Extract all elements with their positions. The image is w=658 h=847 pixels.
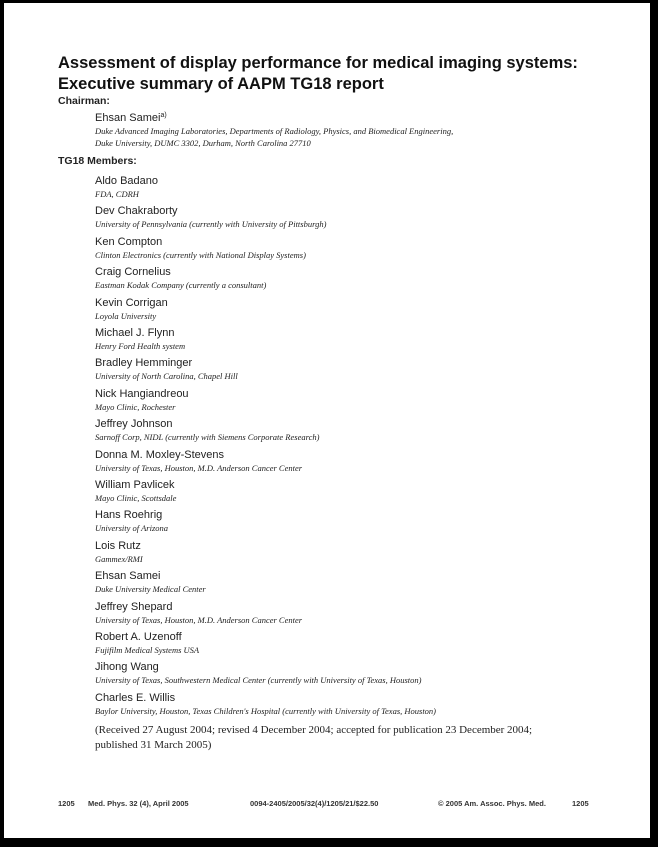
member-affiliation: University of Texas, Southwestern Medical Center (currently with University of Texas, Houston) [95,675,422,686]
footnote-mark: a) [160,112,167,119]
member-name: Hans Roehrig [95,509,163,522]
member-entry [95,569,206,595]
member-affiliation: University of Pennsylvania (currently with University of Pittsburgh) [95,219,327,230]
member-name: Jeffrey Johnson [95,418,173,431]
member-entry [95,326,185,352]
member-entry [95,448,302,474]
member-affiliation: FDA, CDRH [95,189,139,199]
chairman-affiliation-2: Duke University, DUMC 3302, Durham, North Carolina 27710 [95,138,311,148]
member-name: Kevin Corrigan [95,296,168,309]
member-name: Aldo Badano [95,175,158,187]
member-entry [95,600,302,626]
chairman-affiliation-1: Duke Advanced Imaging Laboratories, Departments of Radiology, Physics, and Biomedical Engineering, [95,126,454,136]
member-entry [95,417,319,443]
member-affiliation: Duke University Medical Center [95,584,206,595]
member-entry [95,296,168,322]
member-affiliation: Mayo Clinic, Scottsdale [95,493,177,503]
member-entry [95,265,266,291]
member-name: Dev Chakraborty [95,205,178,218]
member-entry [95,660,422,686]
member-name: Robert A. Uzenoff [95,631,182,643]
member-name: Charles E. Willis [95,691,176,704]
member-affiliation: University of Texas, Houston, M.D. Anderson Cancer Center [95,614,303,625]
member-name: Ehsan Samei [95,570,161,583]
footer-code: 0094-2405/2005/32(4)/1205/21/$22.50 [250,799,379,808]
member-name: Bradley Hemminger [95,357,193,370]
member-affiliation: Loyola University [95,310,157,321]
document-page [4,3,650,838]
member-entry [95,478,176,504]
member-entry [95,691,436,717]
footer-page-right: 1205 [572,799,589,808]
member-affiliation: University of Texas, Houston, M.D. Anderson Cancer Center [95,462,303,473]
member-name: Michael J. Flynn [95,327,175,339]
member-entry [95,235,306,261]
footer-copyright: © 2005 Am. Assoc. Phys. Med. [438,799,546,808]
member-affiliation: University of Arizona [95,523,169,534]
member-name: Jeffrey Shepard [95,600,173,613]
member-name: Lois Rutz [95,539,141,552]
member-affiliation: Gammex/RMI [95,553,143,564]
member-name: Jihong Wang [95,661,159,674]
title-line-2: Executive summary of AAPM TG18 report [58,75,384,93]
member-affiliation: Sarnoff Corp, NIDL (currently with Siemens Corporate Research) [95,432,320,443]
title-line-1: Assessment of display performance for medical imaging systems: [58,54,578,72]
received-dates: (Received 27 August 2004; revised 4 December 2004; accepted for publication 23 December 2004; published 31 March 2005) [95,724,533,751]
member-entry [95,539,143,565]
member-entry [95,204,326,230]
member-name: Donna M. Moxley-Stevens [95,448,224,461]
chairman-heading: Chairman: [58,95,110,107]
members-heading: TG18 Members: [58,155,137,167]
member-entry [95,508,168,534]
member-entry [95,174,158,200]
paper-title [58,53,578,95]
chairman-name: Ehsan Samei$^{a)}$ [95,112,167,124]
member-entry [95,356,238,382]
member-affiliation: Clinton Electronics (currently with National Display Systems) [95,249,306,260]
member-name: William Pavlicek [95,479,175,491]
member-entry [95,387,189,413]
member-name: Ken Compton [95,235,163,248]
member-affiliation: Mayo Clinic, Rochester [95,401,176,412]
member-affiliation: Eastman Kodak Company (currently a consultant) [95,280,267,291]
member-name: Craig Cornelius [95,266,171,279]
member-affiliation: Henry Ford Health system [95,341,186,351]
member-affiliation: Baylor University, Houston, Texas Children's Hospital (currently with University of Texas, Houston) [95,705,437,716]
chairman-entry [95,111,453,149]
member-affiliation: Fujifilm Medical Systems USA [95,645,200,655]
member-affiliation: University of North Carolina, Chapel Hill [95,371,238,382]
footer-page-left: 1205 [58,799,75,808]
footer-journal: Med. Phys. 32 (4), April 2005 [88,799,189,808]
member-name: Nick Hangiandreou [95,387,189,400]
member-entry [95,630,199,656]
